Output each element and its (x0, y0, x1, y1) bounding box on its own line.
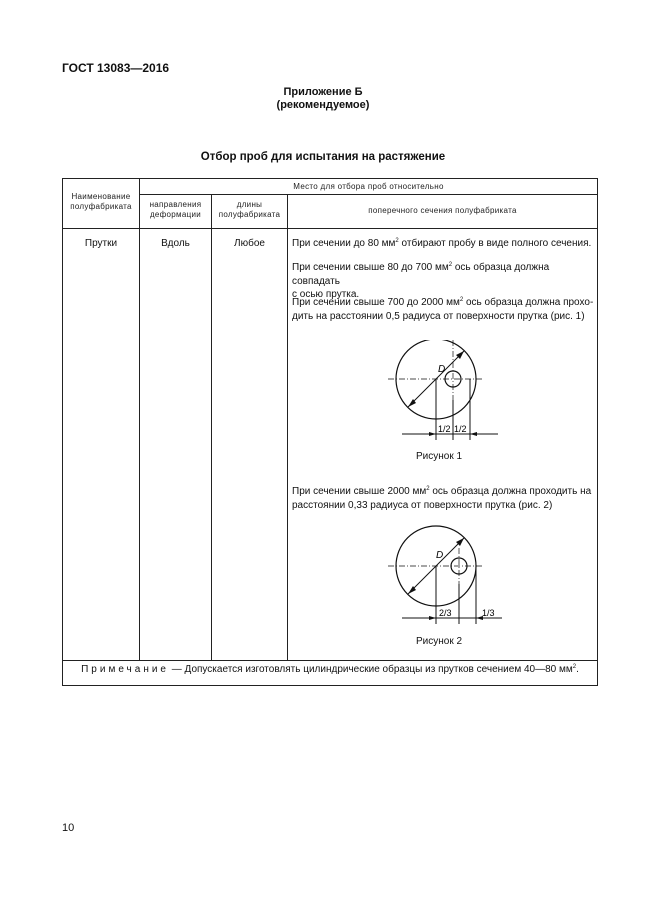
figure-1-dim-left: 1/2 (438, 424, 451, 434)
header-cross-section: поперечного сечения полуфабриката (368, 206, 517, 215)
table-note: Примечание — Допускается изготовлять цилиндрические образцы из прутков сечением 40—80 $мм^2$. (81, 664, 579, 675)
figure-2-diagram (380, 524, 510, 626)
note-label: Примечание (81, 664, 169, 675)
cell-product: Прутки (84, 238, 118, 249)
paragraph-3: При сечении свыше 700 до 2000 $мм^2$ ось образца должна прохо- дить на расстоянии 0,5 радиуса от поверхности прутка (рис. 1) (292, 297, 594, 322)
figure-1-dim-right: 1/2 (454, 424, 467, 434)
page-number: 10 (62, 822, 75, 834)
appendix-status: (рекомендуемое) (276, 99, 370, 111)
document-code: ГОСТ 13083—2016 (62, 61, 170, 75)
figure-1-diameter-label: D (438, 364, 446, 375)
figure-2-dim-left: 2/3 (439, 608, 452, 618)
header-deformation-direction: направления деформации (149, 200, 202, 219)
paragraph-1: При сечении до 80 $мм^2$ отбирают пробу в виде полного сечения. (292, 238, 592, 249)
figure-2-caption: Рисунок 2 (416, 636, 463, 647)
section-title: Отбор проб для испытания на растяжение (200, 151, 446, 163)
cell-length: Любое (234, 238, 265, 249)
header-sampling-place: Место для отбора проб относительно (293, 182, 444, 191)
cell-direction: Вдоль (161, 238, 190, 249)
figure-1-diagram (380, 340, 510, 440)
paragraph-2: При сечении свыше 80 до 700 $мм^2$ ось образца должна совпадать с осью прутка. (292, 262, 550, 300)
header-product-length: длины полуфабриката (218, 200, 281, 219)
figure-1-caption: Рисунок 1 (416, 451, 463, 462)
figure-2-diameter-label: D (436, 550, 444, 561)
header-product-name: Наименование полуфабриката (70, 192, 132, 211)
appendix-title: Приложение Б (283, 86, 363, 98)
figure-2-dim-right: 1/3 (482, 608, 495, 618)
paragraph-4: При сечении свыше 2000 $мм^2$ ось образца должна проходить на расстоянии 0,33 радиуса от поверхности прутка (рис. 2) (292, 486, 592, 511)
